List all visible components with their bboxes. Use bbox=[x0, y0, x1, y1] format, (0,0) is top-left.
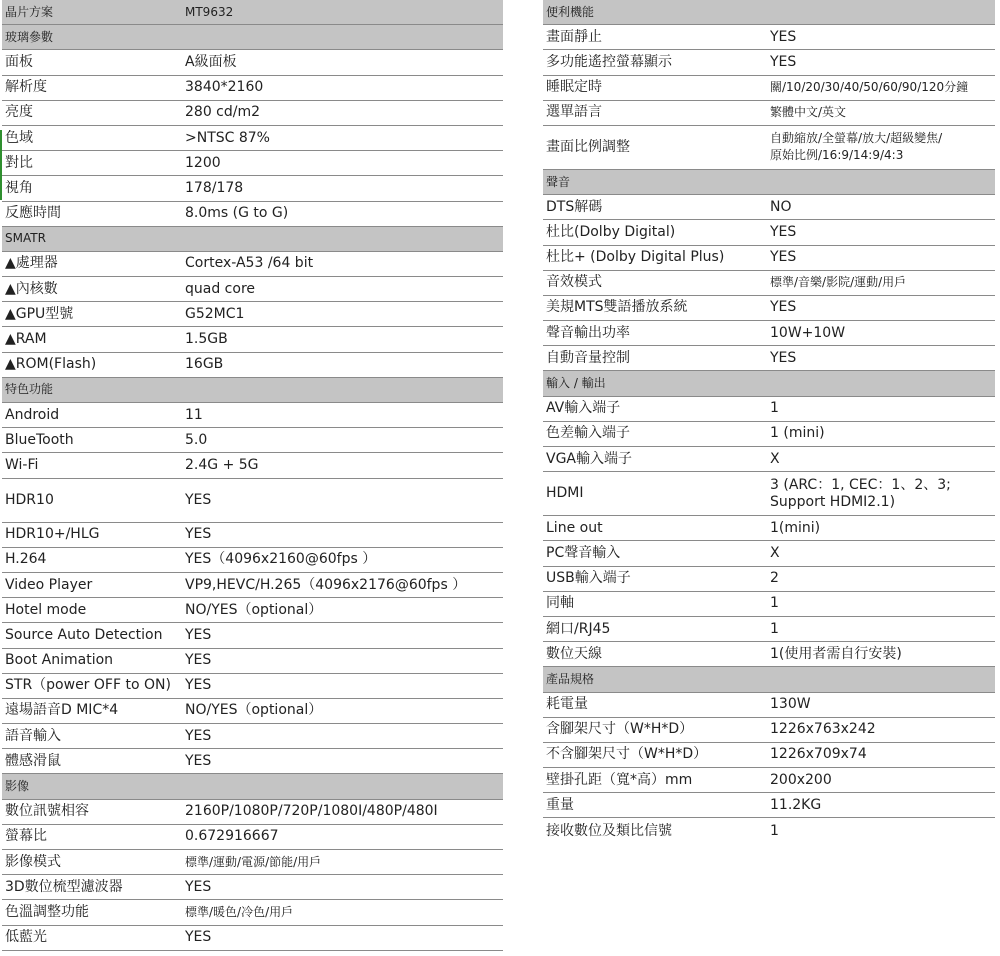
spec-label: PC聲音輸入 bbox=[546, 544, 621, 561]
spec-label: AV輸入端子 bbox=[546, 400, 621, 417]
spec-label: ▲GPU型號 bbox=[5, 305, 74, 322]
spec-label: 色溫調整功能 bbox=[5, 903, 89, 920]
spec-value: A級面板 bbox=[185, 53, 237, 70]
section-header bbox=[543, 0, 995, 25]
spec-row bbox=[2, 699, 503, 724]
spec-label: 對比 bbox=[5, 154, 33, 171]
spec-label: ▲內核數 bbox=[5, 280, 58, 297]
spec-row bbox=[2, 252, 503, 277]
spec-label: 解析度 bbox=[5, 79, 47, 96]
spec-value: 1.5GB bbox=[185, 331, 228, 348]
section-title: 聲音 bbox=[546, 174, 571, 189]
spec-row bbox=[2, 428, 503, 453]
spec-row bbox=[543, 768, 995, 793]
spec-row bbox=[543, 195, 995, 220]
spec-row bbox=[2, 403, 503, 428]
spec-row bbox=[543, 25, 995, 50]
spec-row bbox=[2, 875, 503, 900]
spec-row bbox=[543, 793, 995, 818]
spec-row bbox=[543, 516, 995, 541]
spec-row bbox=[543, 592, 995, 617]
spec-label: 睡眠定時 bbox=[546, 79, 602, 96]
spec-row bbox=[2, 623, 503, 648]
spec-row bbox=[2, 151, 503, 176]
spec-value: 2 bbox=[770, 570, 779, 587]
spec-value: YES bbox=[770, 28, 797, 45]
spec-row bbox=[2, 479, 503, 523]
spec-value: NO bbox=[770, 198, 792, 215]
spec-value: 8.0ms (G to G) bbox=[185, 205, 289, 222]
spec-label: 自動音量控制 bbox=[546, 349, 630, 366]
spec-label: 多功能遙控螢幕顯示 bbox=[546, 53, 672, 70]
spec-row bbox=[543, 346, 995, 371]
spec-value: 3840*2160 bbox=[185, 79, 264, 96]
spec-label: 含腳架尺寸（W*H*D） bbox=[546, 721, 694, 738]
spec-row bbox=[543, 126, 995, 170]
section-header bbox=[2, 227, 503, 252]
spec-label: 聲音輸出功率 bbox=[546, 324, 630, 341]
spec-row bbox=[2, 926, 503, 951]
section-value: MT9632 bbox=[185, 4, 234, 19]
spec-label: ▲RAM bbox=[5, 331, 47, 348]
spec-label: 螢幕比 bbox=[5, 828, 47, 845]
spec-row bbox=[2, 674, 503, 699]
spec-row bbox=[2, 548, 503, 573]
spec-value: 2.4G + 5G bbox=[185, 456, 259, 473]
spec-value: 280 cd/m2 bbox=[185, 104, 261, 121]
edge-marker bbox=[0, 130, 2, 200]
spec-table-left bbox=[2, 0, 503, 951]
spec-label: Boot Animation bbox=[5, 652, 114, 669]
spec-value: 16GB bbox=[185, 356, 224, 373]
spec-value: YES bbox=[185, 878, 212, 895]
spec-value: YES bbox=[770, 249, 797, 266]
spec-row bbox=[543, 50, 995, 75]
spec-row bbox=[2, 649, 503, 674]
section-title: 晶片方案 bbox=[5, 4, 54, 19]
spec-label: 面板 bbox=[5, 53, 33, 70]
section-title: 輸入 / 輸出 bbox=[546, 376, 606, 391]
spec-label: BlueTooth bbox=[5, 431, 74, 448]
spec-label: 色域 bbox=[5, 129, 33, 146]
spec-label: 體感滑鼠 bbox=[5, 752, 61, 769]
spec-label: 選單語言 bbox=[546, 104, 602, 121]
spec-label: 遠場語音D MIC*4 bbox=[5, 702, 119, 719]
spec-label: ▲處理器 bbox=[5, 255, 58, 272]
section-header bbox=[2, 25, 503, 50]
spec-label: 網口/RJ45 bbox=[546, 620, 611, 637]
spec-value: 3 (ARC：1, CEC：1、2、3; Support HDMI2.1) bbox=[770, 476, 951, 510]
spec-value: 11.2KG bbox=[770, 796, 822, 813]
spec-row bbox=[2, 598, 503, 623]
spec-row bbox=[543, 693, 995, 718]
spec-label: 數位訊號相容 bbox=[5, 803, 89, 820]
spec-row bbox=[2, 900, 503, 925]
spec-value: 1 bbox=[770, 400, 779, 417]
spec-label: 視角 bbox=[5, 179, 33, 196]
spec-value: YES（4096x2160@60fps ） bbox=[185, 551, 377, 568]
spec-value: 2160P/1080P/720P/1080I/480P/480I bbox=[185, 803, 438, 820]
spec-label: Hotel mode bbox=[5, 601, 87, 618]
spec-row bbox=[2, 353, 503, 378]
spec-label: Android bbox=[5, 406, 60, 423]
section-header bbox=[2, 774, 503, 799]
spec-row bbox=[2, 202, 503, 227]
spec-value: YES bbox=[185, 491, 212, 508]
spec-row bbox=[543, 617, 995, 642]
spec-value: YES bbox=[185, 677, 212, 694]
spec-label: 低藍光 bbox=[5, 929, 47, 946]
spec-row bbox=[2, 724, 503, 749]
spec-label: 杜比+ (Dolby Digital Plus) bbox=[546, 249, 725, 266]
spec-label: 反應時間 bbox=[5, 205, 61, 222]
section-header bbox=[2, 378, 503, 403]
spec-value: 標準/暖色/冷色/用戶 bbox=[185, 904, 294, 919]
spec-value: G52MC1 bbox=[185, 305, 245, 322]
spec-value: YES bbox=[185, 727, 212, 744]
section-title: SMATR bbox=[5, 231, 46, 246]
spec-value: YES bbox=[185, 526, 212, 543]
spec-value: YES bbox=[185, 929, 212, 946]
spec-row bbox=[543, 397, 995, 422]
spec-label: 接收數位及類比信號 bbox=[546, 822, 672, 839]
spec-value: >NTSC 87% bbox=[185, 129, 270, 146]
spec-label: 重量 bbox=[546, 796, 574, 813]
spec-value: 1 bbox=[770, 595, 779, 612]
spec-label: DTS解碼 bbox=[546, 198, 603, 215]
spec-value: YES bbox=[770, 349, 797, 366]
spec-row bbox=[543, 718, 995, 743]
spec-table-right bbox=[543, 0, 995, 844]
spec-value: 標準/運動/電源/節能/用戶 bbox=[185, 854, 322, 869]
section-header bbox=[543, 371, 995, 396]
spec-row bbox=[2, 800, 503, 825]
spec-label: USB輸入端子 bbox=[546, 570, 631, 587]
spec-label: 亮度 bbox=[5, 104, 33, 121]
spec-label: HDR10 bbox=[5, 491, 54, 508]
section-header bbox=[2, 0, 503, 25]
spec-row bbox=[543, 567, 995, 592]
spec-row bbox=[543, 296, 995, 321]
spec-value: 11 bbox=[185, 406, 203, 423]
spec-row bbox=[543, 321, 995, 346]
spec-row bbox=[2, 101, 503, 126]
spec-value: YES bbox=[185, 652, 212, 669]
section-title: 影像 bbox=[5, 779, 30, 794]
spec-row bbox=[2, 573, 503, 598]
spec-row bbox=[2, 327, 503, 352]
spec-value: 10W+10W bbox=[770, 324, 846, 341]
spec-row bbox=[543, 541, 995, 566]
spec-row bbox=[2, 50, 503, 75]
spec-row bbox=[2, 302, 503, 327]
spec-value: 繁體中文/英文 bbox=[770, 105, 847, 120]
spec-row bbox=[543, 220, 995, 245]
spec-value: 1226x763x242 bbox=[770, 721, 876, 738]
spec-label: 不含腳架尺寸（W*H*D） bbox=[546, 746, 708, 763]
spec-label: ▲ROM(Flash) bbox=[5, 356, 97, 373]
spec-value: 1 (mini) bbox=[770, 425, 825, 442]
spec-row bbox=[2, 453, 503, 478]
spec-row bbox=[2, 76, 503, 101]
spec-value: X bbox=[770, 544, 780, 561]
section-title: 便利機能 bbox=[546, 4, 595, 19]
spec-value: 1200 bbox=[185, 154, 221, 171]
spec-label: 3D數位梳型濾波器 bbox=[5, 878, 123, 895]
spec-value: NO/YES（optional） bbox=[185, 601, 323, 618]
spec-value: VP9,HEVC/H.265（4096x2176@60fps ） bbox=[185, 576, 467, 593]
spec-row bbox=[543, 818, 995, 843]
spec-value: 自動縮放/全螢幕/放大/超級變焦/ 原始比例/16:9/14:9/4:3 bbox=[770, 131, 943, 163]
spec-label: H.264 bbox=[5, 551, 47, 568]
section-header bbox=[543, 667, 995, 692]
spec-row bbox=[2, 825, 503, 850]
spec-value: 關/10/20/30/40/50/60/90/120分鐘 bbox=[770, 80, 969, 95]
spec-label: STR（power OFF to ON) bbox=[5, 677, 171, 694]
spec-value: Cortex-A53 /64 bit bbox=[185, 255, 314, 272]
spec-label: Line out bbox=[546, 519, 603, 536]
spec-row bbox=[543, 472, 995, 516]
spec-label: Wi-Fi bbox=[5, 456, 39, 473]
spec-row bbox=[543, 422, 995, 447]
spec-value: 200x200 bbox=[770, 771, 832, 788]
spec-value: 130W bbox=[770, 696, 811, 713]
spec-row bbox=[543, 101, 995, 126]
spec-value: YES bbox=[185, 752, 212, 769]
spec-label: 畫面靜止 bbox=[546, 28, 602, 45]
spec-label: Source Auto Detection bbox=[5, 626, 163, 643]
spec-label: 畫面比例調整 bbox=[546, 138, 630, 155]
spec-value: NO/YES（optional） bbox=[185, 702, 323, 719]
spec-value: 1 bbox=[770, 620, 779, 637]
spec-label: Video Player bbox=[5, 576, 93, 593]
spec-row bbox=[2, 277, 503, 302]
spec-row bbox=[543, 271, 995, 296]
spec-value: 1226x709x74 bbox=[770, 746, 867, 763]
spec-label: 耗電量 bbox=[546, 696, 588, 713]
spec-label: 語音輸入 bbox=[5, 727, 61, 744]
spec-value: 1(使用者需自行安裝) bbox=[770, 645, 902, 662]
spec-value: 178/178 bbox=[185, 179, 244, 196]
spec-row bbox=[543, 642, 995, 667]
spec-label: HDMI bbox=[546, 485, 584, 502]
spec-value: 標準/音樂/影院/運動/用戶 bbox=[770, 275, 907, 290]
spec-value: 0.672916667 bbox=[185, 828, 279, 845]
spec-value: YES bbox=[185, 626, 212, 643]
spec-row bbox=[2, 176, 503, 201]
spec-value: YES bbox=[770, 53, 797, 70]
spec-label: 影像模式 bbox=[5, 853, 61, 870]
spec-value: X bbox=[770, 450, 780, 467]
spec-value: 1 bbox=[770, 822, 779, 839]
section-title: 特色功能 bbox=[5, 382, 54, 397]
spec-value: 1(mini) bbox=[770, 519, 821, 536]
spec-value: quad core bbox=[185, 280, 255, 297]
spec-label: 壁掛孔距（寬*高）mm bbox=[546, 771, 693, 788]
section-title: 產品規格 bbox=[546, 671, 595, 686]
section-title: 玻璃參數 bbox=[5, 29, 54, 44]
spec-row bbox=[2, 523, 503, 548]
section-header bbox=[543, 170, 995, 195]
spec-row bbox=[543, 743, 995, 768]
spec-value: YES bbox=[770, 223, 797, 240]
spec-label: 色差輸入端子 bbox=[546, 425, 630, 442]
spec-row bbox=[2, 850, 503, 875]
spec-label: 同軸 bbox=[546, 595, 574, 612]
spec-label: 音效模式 bbox=[546, 274, 602, 291]
spec-label: 美規MTS雙語播放系統 bbox=[546, 299, 688, 316]
spec-row bbox=[543, 246, 995, 271]
spec-label: VGA輸入端子 bbox=[546, 450, 633, 467]
spec-label: 杜比(Dolby Digital) bbox=[546, 223, 676, 240]
spec-row bbox=[543, 76, 995, 101]
spec-row bbox=[2, 749, 503, 774]
spec-label: 數位天線 bbox=[546, 645, 602, 662]
spec-row bbox=[543, 447, 995, 472]
spec-row bbox=[2, 126, 503, 151]
spec-label: HDR10+/HLG bbox=[5, 526, 100, 543]
spec-value: 5.0 bbox=[185, 431, 208, 448]
spec-value: YES bbox=[770, 299, 797, 316]
